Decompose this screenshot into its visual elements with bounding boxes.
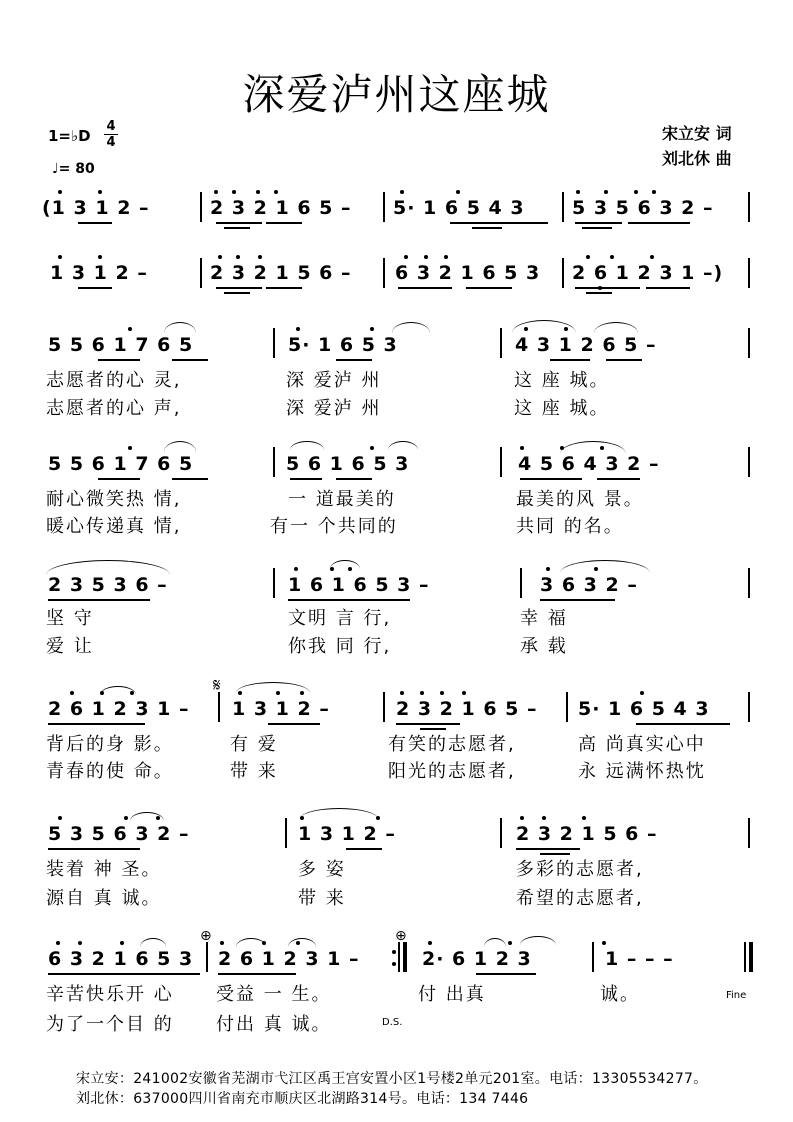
repeat-dot [392, 950, 396, 954]
lyric-verse1-system4-part1: 耐心微笑热 情, [46, 489, 182, 510]
beam-underline [224, 292, 250, 294]
notes-system7-measure1: 5 3 5 6 3 2 – [48, 823, 190, 845]
lyric-verse1-system3-part1: 志愿者的心 灵, [46, 370, 182, 391]
octave-dot [564, 327, 568, 331]
octave-dot [370, 446, 374, 450]
composer-credit: 刘北休 曲 [662, 149, 732, 168]
octave-dot [428, 941, 432, 945]
beam-underline [78, 287, 112, 289]
octave-dot [348, 567, 352, 571]
lyric-verse2-system6-part1: 青春的使 命。 [46, 761, 174, 782]
octave-dot [600, 446, 604, 450]
footer-line-1: 宋立安：241002安徽省芜湖市弋江区禹王宫安置小区1号楼2单元201室。电话：13305534277。 [76, 1071, 708, 1087]
lyric-verse2-system7-part3: 希望的志愿者, [516, 888, 644, 909]
beam-underline [575, 287, 640, 289]
barline [273, 447, 275, 477]
slur-arc [164, 441, 196, 452]
barline [403, 942, 407, 972]
notes-system3-measure1: 5 5 6 1 7 6 5 [48, 334, 194, 356]
beam-underline [336, 478, 372, 480]
lyric-verse1-system6-part4: 高 尚真实心中 [578, 734, 706, 755]
notes-system8-measure3: 2· 6 1 2 3 [422, 948, 532, 970]
slur-arc [594, 322, 638, 333]
lyric-verse1-system6-part2: 有 爱 [230, 734, 278, 755]
barline [744, 942, 746, 972]
barline [566, 692, 568, 722]
beam-underline [218, 973, 296, 975]
lyric-verse2-system4-part1: 暖心传递真 情, [46, 516, 182, 537]
lyric-verse1-system7-part3: 多彩的志愿者, [516, 859, 644, 880]
notes-system8-measure2: 2 6 1 2 3 1 – [218, 948, 360, 970]
notes-system5-measure1: 2 3 5 3 6 – [48, 574, 168, 596]
octave-dot [70, 691, 74, 695]
octave-dot [294, 567, 298, 571]
octave-dot [100, 691, 104, 695]
lyric-verse2-system7-part1: 源自 真 诚。 [46, 888, 162, 909]
octave-dot [236, 255, 240, 259]
beam-underline [520, 478, 582, 480]
barline [562, 192, 564, 222]
slur-arc [236, 682, 310, 693]
octave-dot [640, 691, 644, 695]
tempo-value: = 80 [58, 161, 95, 177]
tempo-marking [52, 161, 95, 177]
beam-underline [540, 853, 570, 855]
lyric-verse2-system6-part3: 阳光的志愿者, [388, 761, 516, 782]
octave-dot [634, 190, 638, 194]
octave-dot [546, 567, 550, 571]
barline [748, 258, 750, 288]
beam-underline [78, 222, 112, 224]
barline [273, 568, 275, 598]
segno-icon: 𝄋 [213, 675, 221, 696]
slur-arc [300, 808, 378, 819]
octave-dot [420, 691, 424, 695]
octave-dot [508, 941, 512, 945]
beam-underline [628, 222, 690, 224]
octave-dot [58, 255, 62, 259]
notes-system1-measure4: 5 3 5 6 3 2 – [572, 197, 714, 219]
beam-underline [48, 599, 150, 601]
lyric-verse2-system3-part3: 这 座 城。 [514, 398, 610, 419]
slur-arc [560, 560, 650, 573]
time-sig-bottom: 4 [106, 135, 116, 150]
beam-underline [516, 848, 580, 850]
octave-dot [462, 691, 466, 695]
lyric-verse2-system5-part3: 承 载 [520, 636, 568, 657]
lyric-verse2-system7-part2: 带 来 [298, 888, 346, 909]
lyric-verse2-system3-part2: 深 爱泸 州 [286, 398, 382, 419]
beam-underline [550, 359, 590, 361]
slur-arc [560, 441, 626, 454]
octave-dot [276, 691, 280, 695]
lyric-verse1-system4-part2: 一 道最美的 [288, 489, 396, 510]
coda-icon-2: ⊕ [395, 928, 407, 944]
barline [500, 818, 502, 848]
beam-underline [606, 359, 642, 361]
lyric-verse1-system3-part2: 深 爱泸 州 [286, 370, 382, 391]
slur-arc [46, 560, 170, 575]
barline [500, 447, 502, 477]
barline [218, 692, 220, 722]
octave-dot [300, 691, 304, 695]
notes-system1-measure1: (1 3 1 2 – [42, 197, 150, 219]
octave-dot [58, 190, 62, 194]
notes-system6-measure4: 5· 1 6 5 4 3 [578, 698, 710, 720]
octave-dot [120, 941, 124, 945]
notes-system4-measure3: 4 5 6 4 3 2 – [518, 453, 660, 475]
slur-arc [520, 936, 556, 945]
octave-dot [520, 816, 524, 820]
octave-dot [130, 691, 134, 695]
octave-dot [520, 446, 524, 450]
octave-dot [560, 446, 564, 450]
notes-system8-measure1: 6 3 2 1 6 5 3 [48, 948, 194, 970]
beam-underline [48, 973, 200, 975]
beam-underline [582, 227, 612, 229]
notes-system7-measure3: 2 3 2 1 5 6 – [516, 823, 658, 845]
slur-arc [484, 938, 506, 947]
notes-system4-measure2: 5 6 1 6 5 3 [286, 453, 410, 475]
repeat-dot [392, 962, 396, 966]
octave-dot [652, 190, 656, 194]
time-signature [104, 120, 118, 149]
beam-underline [636, 723, 730, 725]
fine-mark: Fine [726, 990, 747, 1001]
octave-dot [56, 941, 60, 945]
octave-dot [238, 691, 242, 695]
beam-underline [450, 222, 548, 224]
beam-underline [420, 728, 446, 730]
beam-underline [396, 723, 460, 725]
beam-underline [466, 287, 512, 289]
lyric-verse1-system7-part2: 多 姿 [298, 859, 346, 880]
beam-underline [224, 227, 250, 229]
notes-system2-measure2: 2 3 2 1 5 6 – [210, 262, 352, 284]
barline [383, 258, 385, 288]
barline [398, 942, 400, 972]
octave-dot [296, 941, 300, 945]
octave-dot [400, 190, 404, 194]
barline [748, 328, 750, 358]
beam-underline [48, 723, 145, 725]
octave-dot [444, 255, 448, 259]
octave-dot [300, 816, 304, 820]
time-sig-top: 4 [106, 119, 116, 134]
octave-dot [586, 255, 590, 259]
barline [748, 447, 750, 477]
barline [749, 942, 753, 972]
notes-system6-measure2: 1 3 1 2 – [232, 698, 330, 720]
octave-dot [214, 190, 218, 194]
octave-dot [78, 941, 82, 945]
barline [748, 192, 750, 222]
octave-dot [218, 255, 222, 259]
octave-dot [156, 816, 160, 820]
notes-system5-measure3: 3 6 3 2 – [540, 574, 638, 596]
octave-dot [98, 190, 102, 194]
beam-underline [472, 227, 502, 229]
lyric-verse1-system8-part2: 受益 一 生。 [216, 984, 332, 1005]
beam-underline [48, 848, 140, 850]
notes-system7-measure2: 1 3 1 2 – [298, 823, 396, 845]
slur-arc [388, 441, 418, 450]
octave-dot [370, 327, 374, 331]
octave-dot [58, 816, 62, 820]
footer-line-2: 刘北休：637000四川省南充市顺庆区北湖路314号。电话：134 7446 [76, 1091, 529, 1107]
slur-arc [140, 938, 166, 947]
barline [200, 192, 202, 222]
beam-underline [290, 478, 322, 480]
slur-arc [330, 560, 360, 569]
lyric-verse1-system8-part1: 辛苦快乐开 心 [46, 984, 174, 1005]
lyric-verse1-system6-part3: 有笑的志愿者, [388, 734, 516, 755]
beam-underline [216, 287, 262, 289]
barline [285, 818, 287, 848]
lyric-verse2-system8-part1: 为了一个目 的 [46, 1014, 174, 1035]
barline [383, 692, 385, 722]
lyric-verse1-system5-part3: 幸 福 [520, 608, 568, 629]
barline [200, 258, 202, 288]
slur-arc [164, 322, 196, 333]
quarter-note-icon: ♩ [52, 161, 59, 177]
slur-arc [290, 441, 324, 450]
octave-dot [400, 691, 404, 695]
octave-dot [330, 567, 334, 571]
lyric-verse1-system7-part1: 装着 神 圣。 [46, 859, 162, 880]
octave-dot [610, 255, 614, 259]
barline [562, 258, 564, 288]
low-octave-dot [598, 286, 602, 290]
octave-dot [604, 190, 608, 194]
notes-system4-measure1: 5 5 6 1 7 6 5 [48, 453, 194, 475]
octave-dot [296, 327, 300, 331]
octave-dot [258, 255, 262, 259]
lyric-verse1-system3-part3: 这 座 城。 [514, 370, 610, 391]
beam-underline [216, 222, 262, 224]
lyric-verse1-system4-part3: 最美的风 景。 [516, 489, 644, 510]
octave-dot [582, 816, 586, 820]
lyric-verse2-system4-part3: 共同 的名。 [516, 516, 624, 537]
barline [273, 328, 275, 358]
notes-system6-measure3: 2 3 2 1 6 5 – [396, 698, 538, 720]
beam-underline [586, 292, 612, 294]
beam-underline [98, 359, 140, 361]
notes-system2-measure3: 6 3 2 1 6 5 3 [395, 262, 541, 284]
barline [748, 568, 750, 598]
lyric-verse1-system8-part4: 诚。 [600, 984, 640, 1005]
beam-underline [98, 478, 140, 480]
octave-dot [274, 190, 278, 194]
barline [206, 942, 208, 972]
beam-underline [398, 287, 452, 289]
octave-dot [594, 567, 598, 571]
beam-underline [597, 478, 640, 480]
lyric-verse2-system6-part2: 带 来 [230, 761, 278, 782]
song-title: 深爱泸州这座城 [242, 70, 551, 119]
lyric-verse2-system3-part1: 志愿者的心 声, [46, 398, 182, 419]
lyric-verse2-system5-part1: 爱 让 [46, 636, 94, 657]
barline [592, 942, 594, 972]
beam-underline [172, 359, 208, 361]
coda-icon: ⊕ [200, 928, 212, 944]
octave-dot [98, 255, 102, 259]
octave-dot [128, 327, 132, 331]
octave-dot [404, 255, 408, 259]
octave-dot [256, 190, 260, 194]
octave-dot [220, 941, 224, 945]
beam-underline [288, 599, 410, 601]
notes-system8-measure4: 1 – – – [605, 948, 674, 970]
ds-mark: D.S. [382, 1017, 403, 1028]
octave-dot [424, 255, 428, 259]
octave-dot [128, 446, 132, 450]
beam-underline [172, 478, 208, 480]
octave-dot [232, 190, 236, 194]
notes-system3-measure3: 4 3 1 2 6 5 – [515, 334, 657, 356]
octave-dot [262, 941, 266, 945]
octave-dot [542, 816, 546, 820]
lyric-verse1-system6-part1: 背后的身 影。 [46, 734, 174, 755]
lyric-verse2-system5-part2: 你我 同 行, [288, 636, 392, 657]
beam-underline [268, 723, 320, 725]
beam-underline [266, 222, 302, 224]
beam-underline [646, 287, 690, 289]
octave-dot [576, 190, 580, 194]
lyric-verse2-system8-part2: 付出 真 诚。 [216, 1014, 332, 1035]
notes-system6-measure1: 2 6 1 2 3 1 – [48, 698, 190, 720]
octave-dot [602, 941, 606, 945]
beam-underline [336, 359, 372, 361]
notes-system2-measure1: 1 3 1 2 – [50, 262, 148, 284]
beam-underline [346, 848, 382, 850]
slur-arc [392, 322, 430, 333]
lyric-verse1-system5-part1: 坚 守 [46, 608, 94, 629]
notes-system5-measure2: 1 6 1 6 5 3 – [288, 574, 430, 596]
barline [748, 692, 750, 722]
lyric-verse1-system8-part3: 付 出真 [418, 984, 486, 1005]
beam-underline [540, 599, 615, 601]
lyric-verse1-system5-part2: 文明 言 行, [288, 608, 392, 629]
octave-dot [376, 816, 380, 820]
octave-dot [524, 327, 528, 331]
lyricist-credit: 宋立安 词 [662, 124, 732, 143]
lyric-verse2-system6-part4: 永 远满怀热忱 [578, 761, 706, 782]
beam-underline [266, 287, 302, 289]
beam-underline [476, 973, 536, 975]
octave-dot [124, 816, 128, 820]
notes-system2-measure4: 2 6 1 2 3 1 –) [572, 262, 724, 284]
barline [748, 818, 750, 848]
notes-system3-measure2: 5· 1 6 5 3 [288, 334, 398, 356]
beam-underline [575, 222, 622, 224]
barline [520, 568, 522, 598]
lyric-verse2-system4-part2: 有一 个共同的 [270, 516, 398, 537]
notes-system1-measure3: 5· 1 6 5 4 3 [393, 197, 525, 219]
barline [383, 192, 385, 222]
octave-dot [650, 255, 654, 259]
barline [500, 328, 502, 358]
slur-arc [288, 938, 316, 947]
octave-dot [456, 190, 460, 194]
key-signature: 1=♭D [48, 127, 91, 145]
notes-system1-measure2: 2 3 2 1 6 5 – [210, 197, 352, 219]
octave-dot [440, 691, 444, 695]
